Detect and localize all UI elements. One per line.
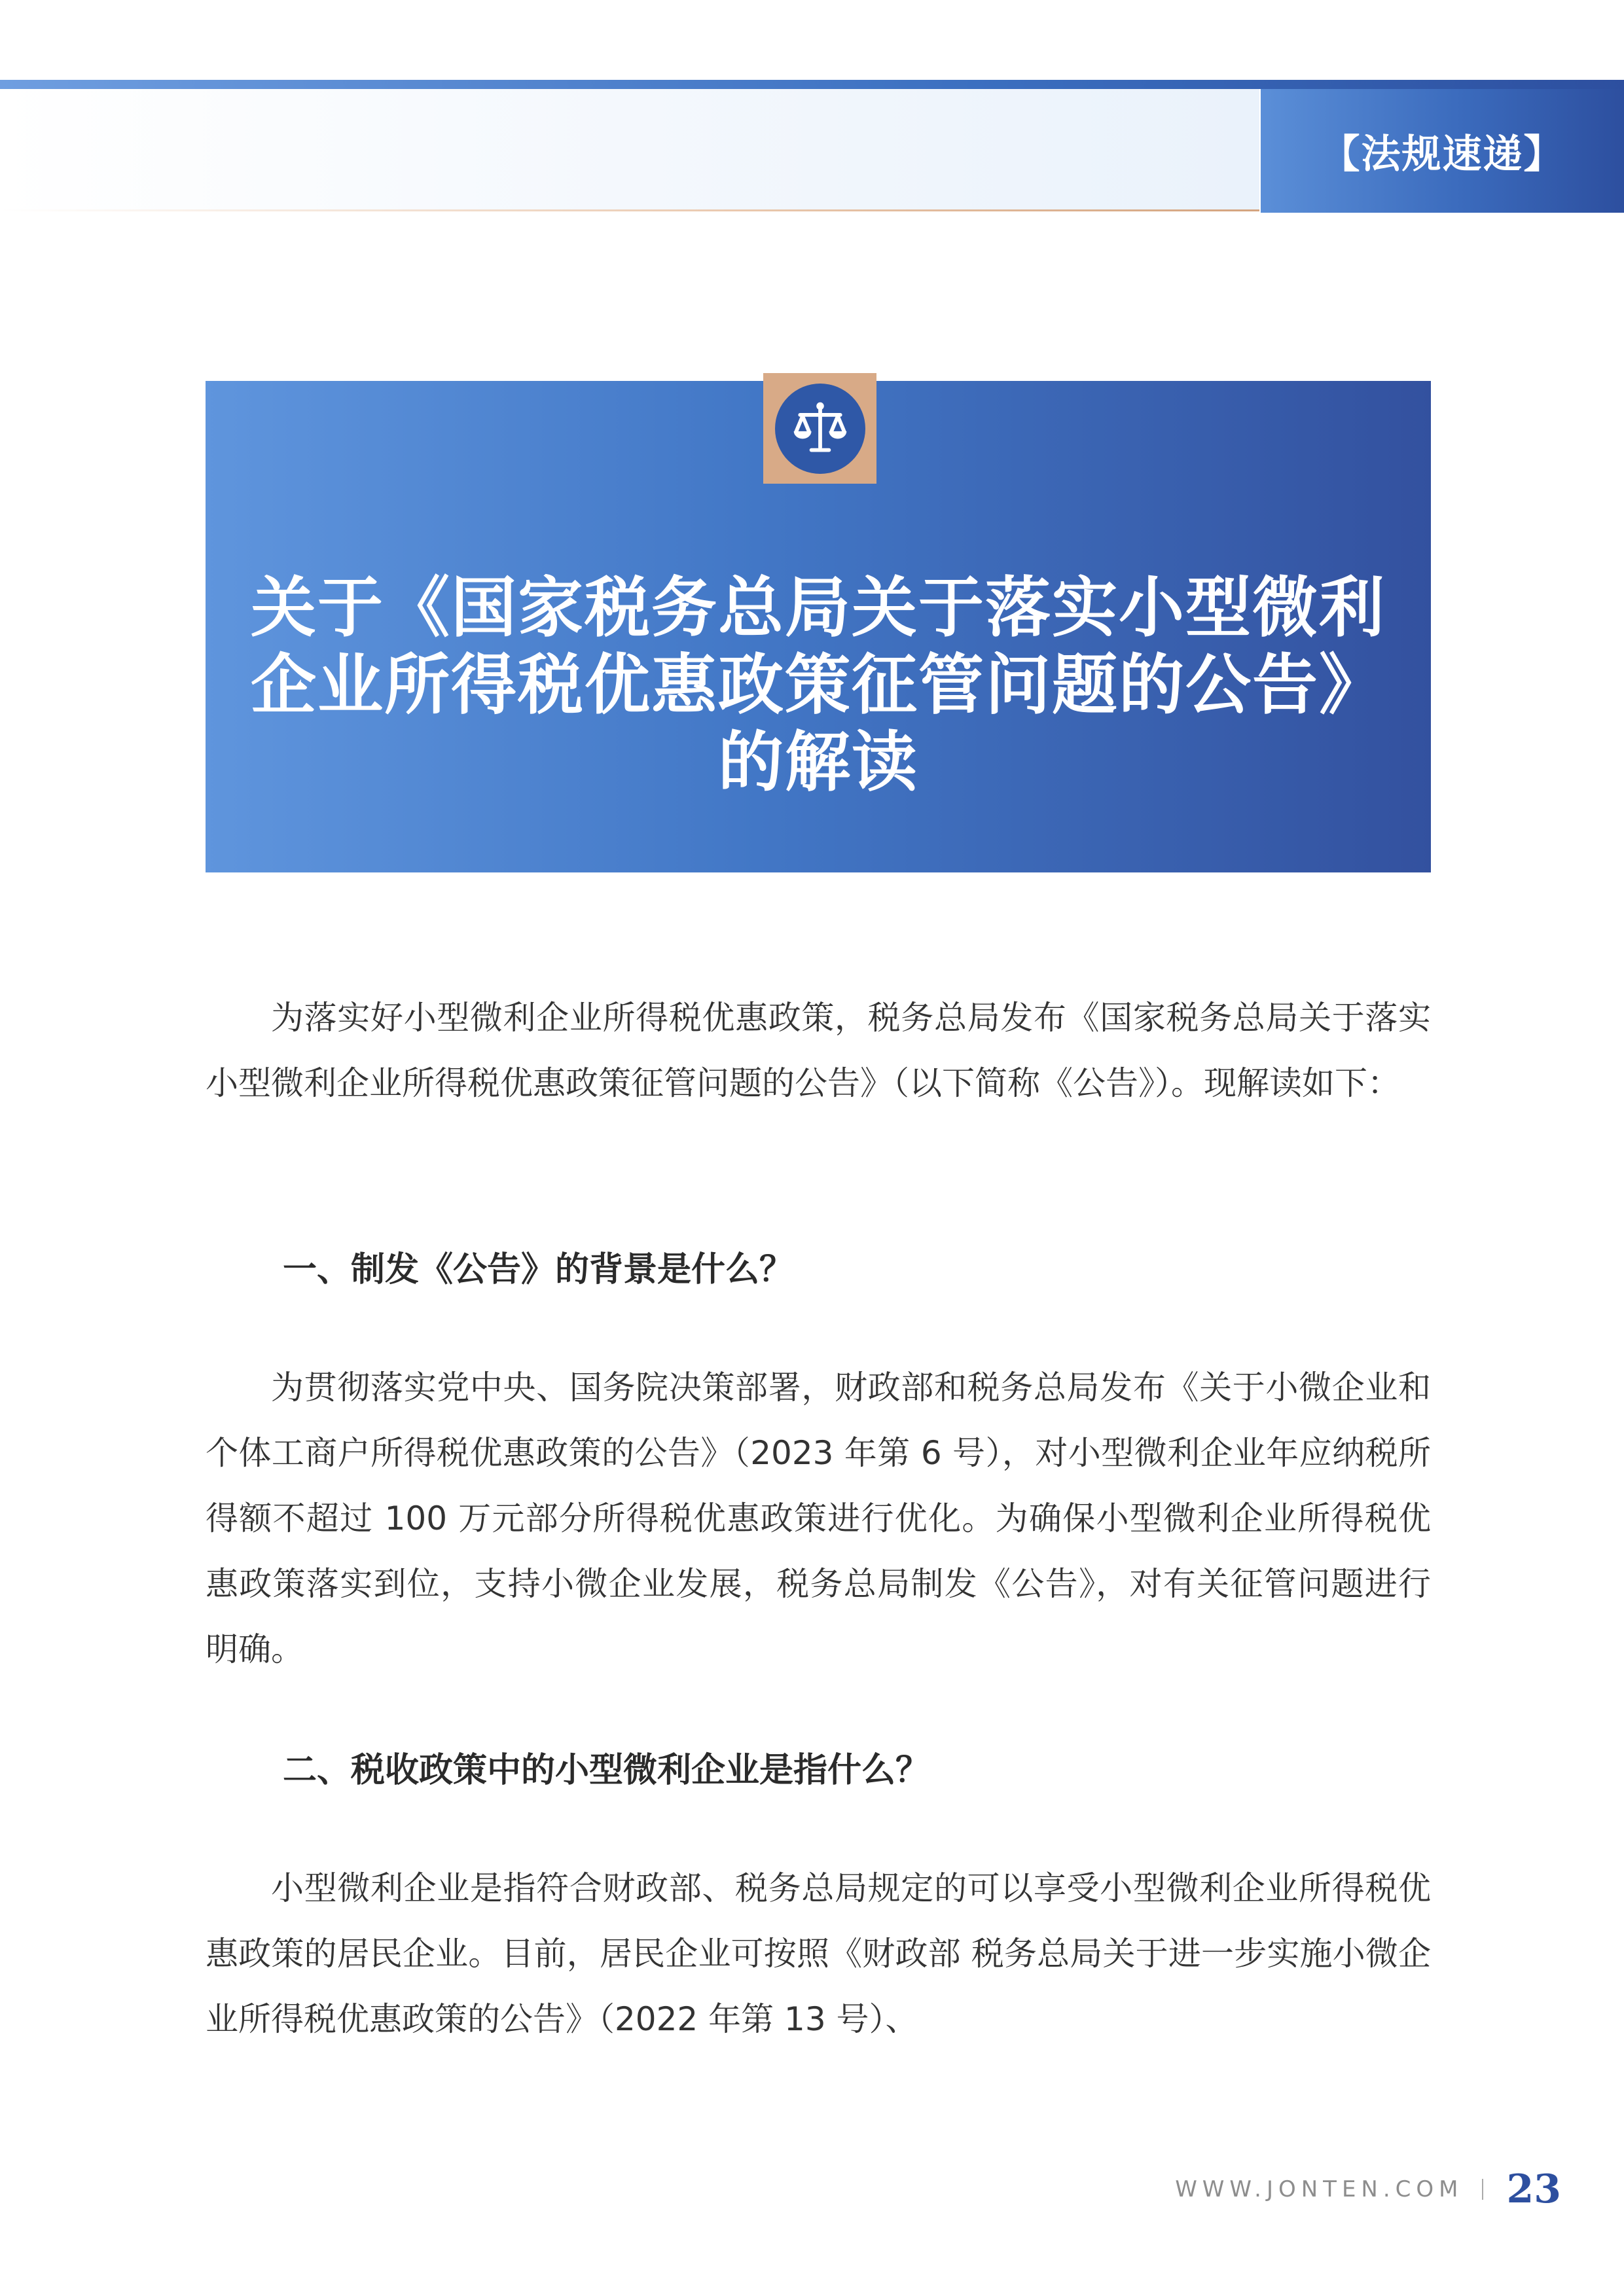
article-title: 关于《国家税务总局关于落实小型微利企业所得税优惠政策征管问题的公告》的解读 xyxy=(251,569,1386,800)
page-footer xyxy=(1175,2163,1561,2215)
section-tag-box xyxy=(1261,89,1624,213)
section-body-1: 为贯彻落实党中央、国务院决策部署，财政部和税务总局发布《关于小微企业和个体工商户所得税优惠政策的公告》（2023 年第 6 号），对小型微利企业年应纳税所得额不超过 100 万元部分所得税优惠政策进行优化。为确保小型微利企业所得税优惠政策落实到位，支持小微企业发展，税务总局制发《公告》，对有关征管问题进行明确。 xyxy=(206,1369,1431,1668)
section-tag: 【法规速递】 xyxy=(1320,131,1564,177)
section-heading-1: 一、制发《公告》的背景是什么？ xyxy=(283,1250,794,1289)
emblem-circle xyxy=(775,384,865,474)
section-body-2: 小型微利企业是指符合财政部、税务总局规定的可以享受小型微利企业所得税优惠政策的居民企业。目前，居民企业可按照《财政部 税务总局关于进一步实施小微企业所得税优惠政策的公告》（2022 年第 13 号）、 xyxy=(206,1869,1431,2038)
intro-paragraph: 为落实好小型微利企业所得税优惠政策，税务总局发布《国家税务总局关于落实小型微利企业所得税优惠政策征管问题的公告》（以下简称《公告》）。现解读如下： xyxy=(206,999,1431,1102)
header-underline xyxy=(0,209,1259,211)
website-url: WWW.JONTEN.COM xyxy=(1175,2176,1464,2202)
footer-divider xyxy=(1482,2179,1483,2200)
header-rule xyxy=(0,80,1624,89)
scales-of-justice-icon xyxy=(789,397,852,460)
section-heading-2: 二、税收政策中的小型微利企业是指什么？ xyxy=(283,1751,930,1790)
header-band xyxy=(0,89,1259,211)
emblem-frame xyxy=(763,373,876,484)
page-number: 23 xyxy=(1506,2166,1561,2212)
